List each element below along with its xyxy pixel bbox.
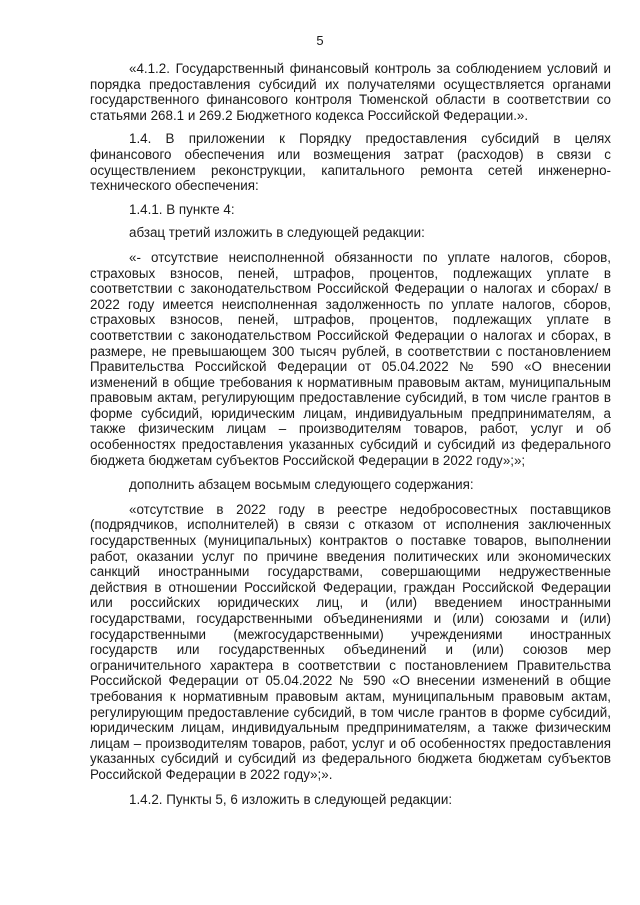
paragraph-4-1-2: «4.1.2. Государственный финансовый контроль за соблюдением условий и порядка предоставления субсидий их получателями осуществляется органами государственного финансового контроля Тюменской области в соответствии со статьями 268.1 и 269.2 Бюджетного кодекса Российской Федерации.». [90, 61, 611, 123]
paragraph-abzac-tretiy: абзац третий изложить в следующей редакции: [129, 225, 425, 241]
document-body [90, 61, 611, 807]
page-number: 5 [316, 33, 324, 48]
paragraph-1-4-2: 1.4.2. Пункты 5, 6 изложить в следующей редакции: [129, 791, 453, 807]
paragraph-1-4: 1.4. В приложении к Порядку предоставления субсидий в целях финансового обеспечения или возмещения затрат (расходов) в связи с осуществлением реконструкции, капитального ремонта сетей инженерно-технического обеспечения: [90, 131, 611, 194]
paragraph-abzac-vosmoy: дополнить абзацем восьмым следующего содержания: [129, 477, 474, 493]
paragraph-1-4-1: 1.4.1. В пункте 4: [129, 201, 235, 217]
paragraph-quote-reestr: «отсутствие в 2022 году в реестре недобросовестных поставщиков (подрядчиков, исполнителей) в связи с отказом от исполнения заключенных государственных (муниципальных) контрактов о поставке товаров, выполнении работ, оказании услуг по причине введения политических или экономических санкций иностранными государствами, совершающими недружественные действия в отношении Российской Федерации, граждан Российской Федерации или российских юридических лиц, и (или) введением иностранными государствами, государственными объединениями и (или) союзами и (или) государственными (межгосударственными) учреждениями иностранных государств или государственных объединений и (или) союзов мер ограничительного характера в соответствии с постановлением Правительства Российской Федерации от 05.04.2022 № 590 «О внесении изменений в общие требования к нормативным правовым актам, муниципальным правовым актам, регулирующим предоставление субсидий, в том числе грантов в форме субсидий, юридическим лицам, индивидуальным предпринимателям, а также физическим лицам – производителям товаров, работ, услуг и об особенностях предоставления указанных субсидий и субсидий из федерального бюджета бюджетам субъектов Российской Федерации в 2022 году»;». [90, 501, 611, 782]
paragraph-quote-nalogi: «- отсутствие неисполненной обязанности по уплате налогов, сборов, страховых взносов, пеней, штрафов, процентов, подлежащих уплате в соответствии с законодательством Российской Федерации о налогах и сборах/ в 2022 году имеется неисполненная задолженность по уплате налогов, сборов, страховых взносов, пеней, штрафов, процентов, подлежащих уплате в соответствии с законодательством Российской Федерации о налогах и сборах, в размере, не превышающем 300 тысяч рублей, в соответствии с постановлением Правительства Российской Федерации от 05.04.2022 № 590 «О внесении изменений в общие требования к нормативным правовым актам, муниципальным правовым актам, регулирующим предоставление субсидий, в том числе грантов в форме субсидий, юридическим лицам, индивидуальным предпринимателям, а также физическим лицам – производителям товаров, работ, услуг и об особенностях предоставления указанных субсидий и субсидий из федерального бюджета бюджетам субъектов Российской Федерации в 2022 году»;»; [90, 249, 611, 468]
